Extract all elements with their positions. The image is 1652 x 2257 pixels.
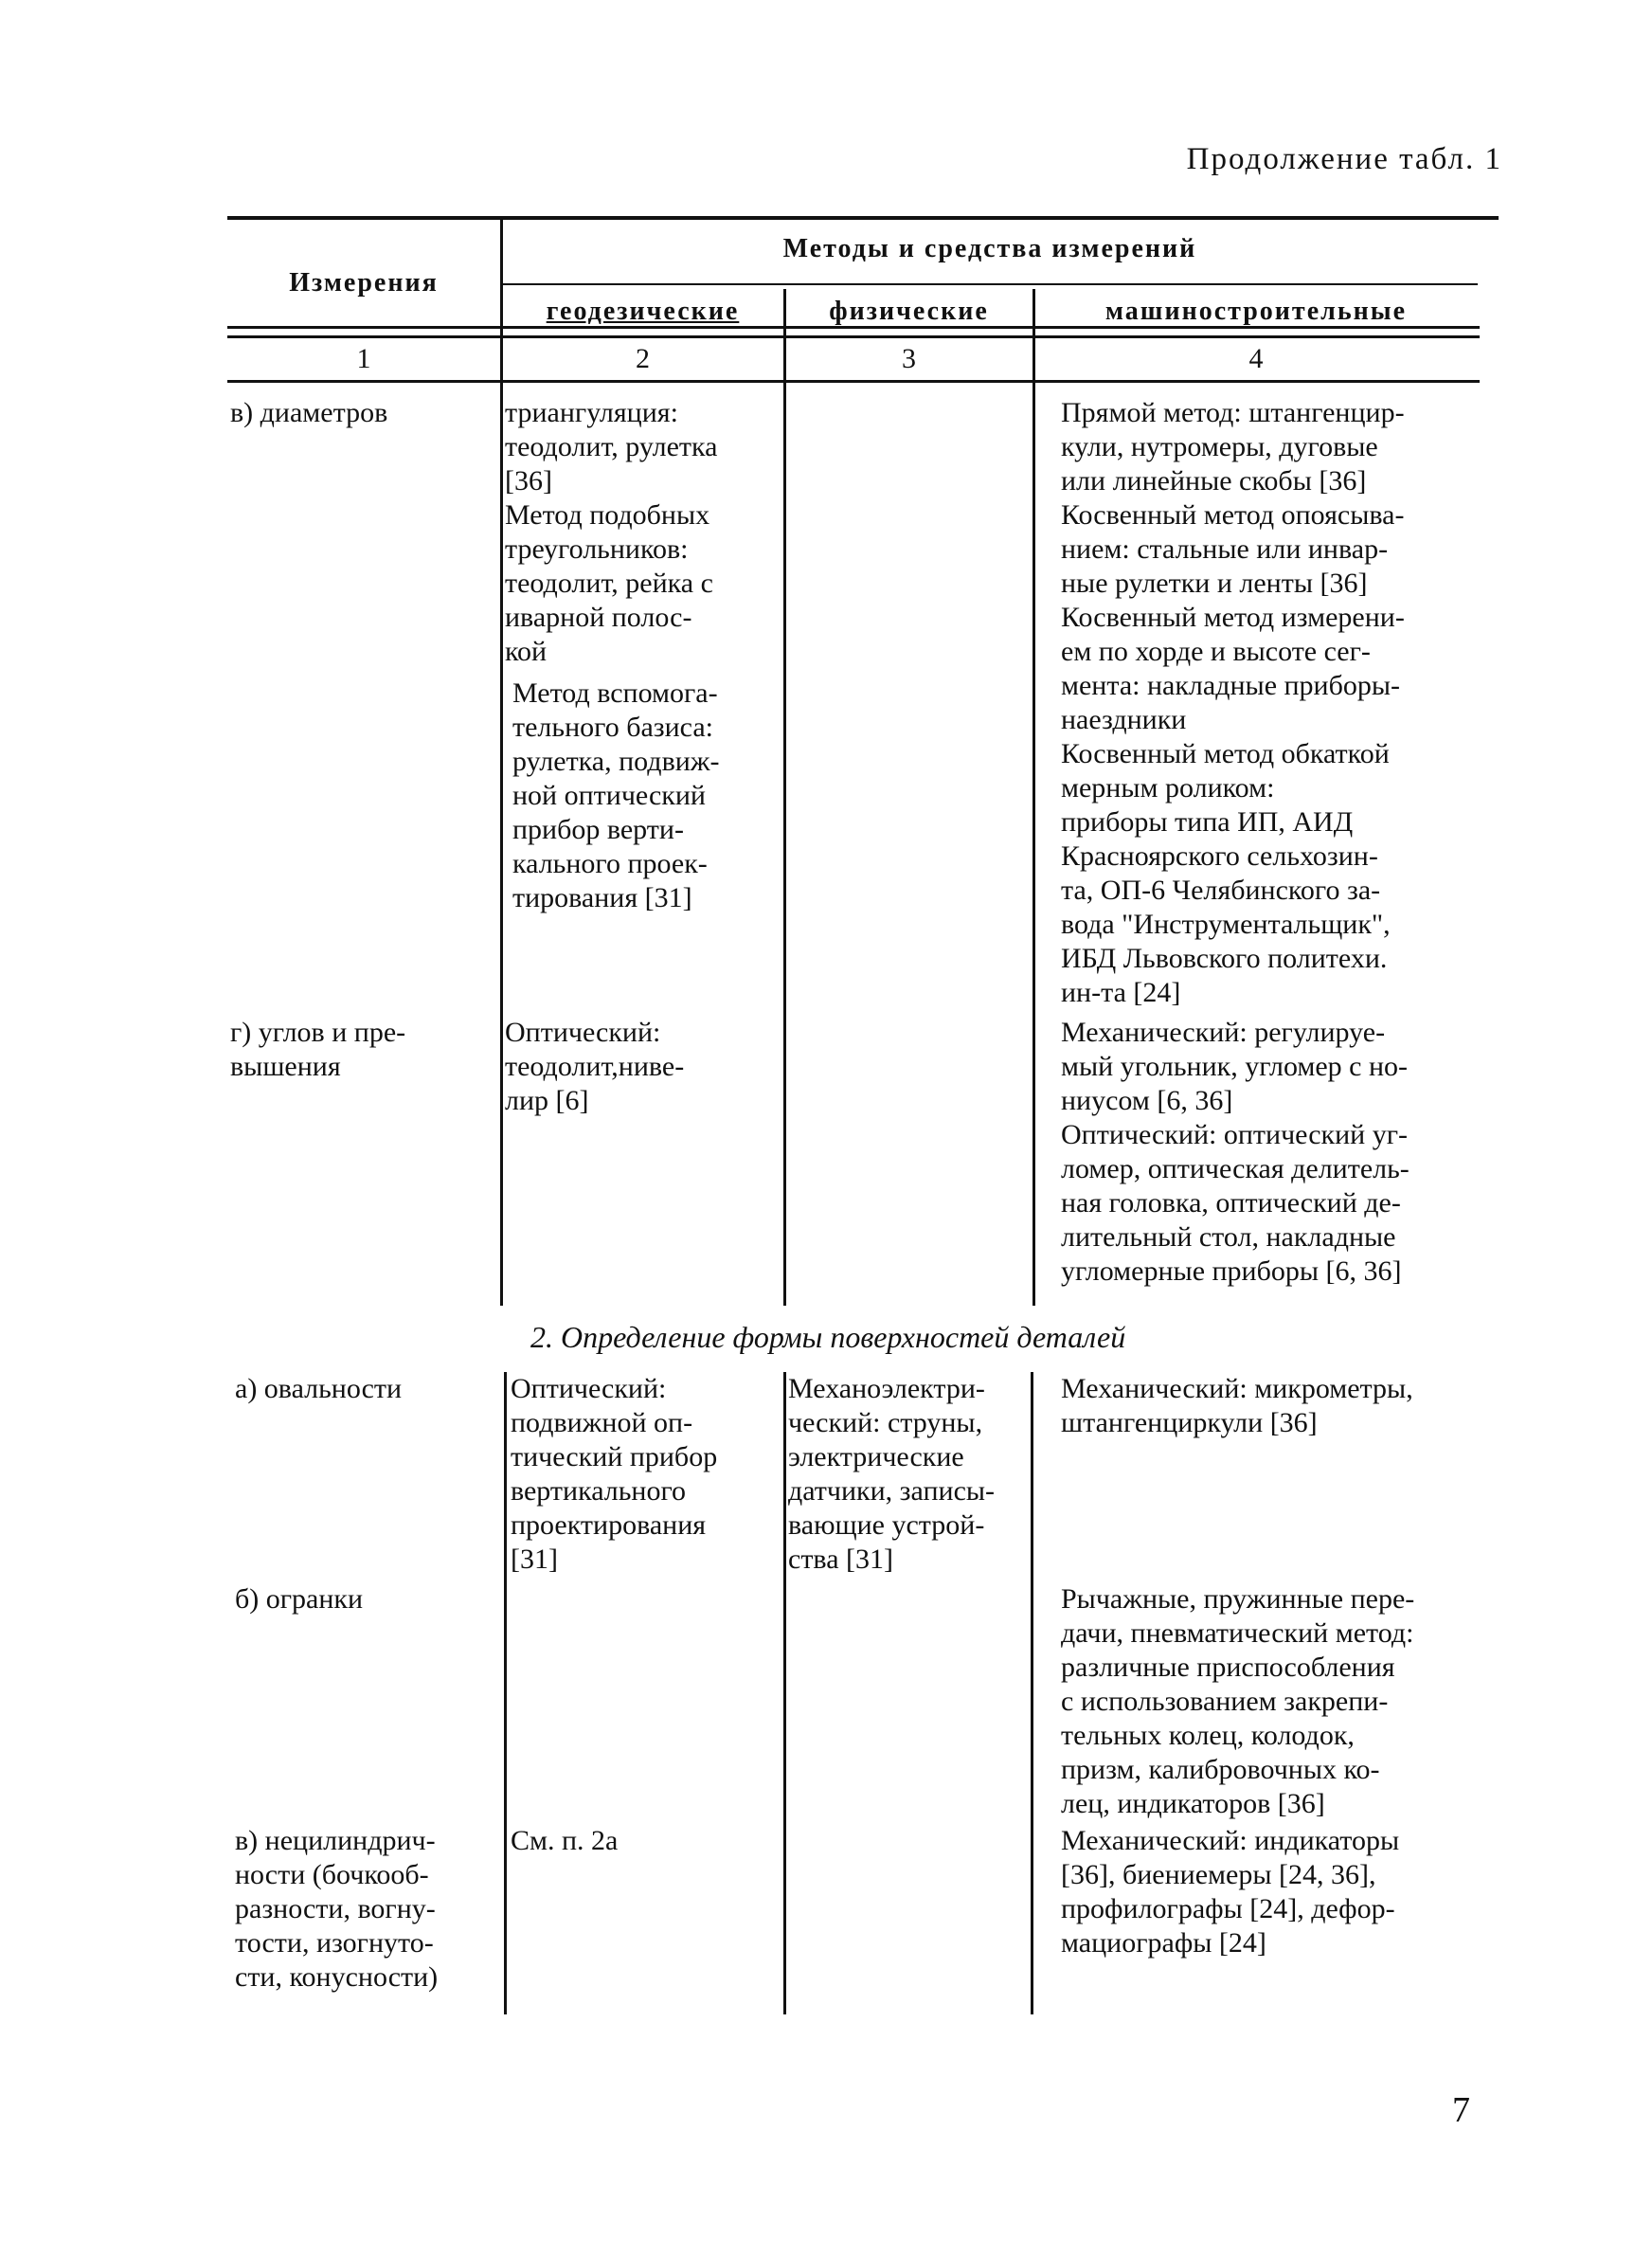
cell-line: Косвенный метод обкаткой bbox=[1061, 738, 1390, 769]
cell-line: треугольников: bbox=[505, 533, 689, 565]
cell-line: Механический: регулируе- bbox=[1061, 1017, 1386, 1048]
cell-line: г) углов и пре- bbox=[230, 1017, 406, 1048]
cell-line: сти, конусности) bbox=[235, 1961, 439, 1993]
cell-line: приборы типа ИП, АИД bbox=[1061, 806, 1354, 838]
row-angles-mechanical bbox=[1061, 1016, 1410, 1289]
col-divider-1-lower bbox=[504, 1372, 507, 2014]
cell-line: тирования [31] bbox=[512, 882, 692, 913]
cell-line: Метод подобных bbox=[505, 499, 710, 531]
row-angles-geodetic bbox=[505, 1016, 684, 1118]
cell-line: мента: накладные приборы- bbox=[1061, 670, 1401, 701]
cell-line: в) диаметров bbox=[230, 397, 388, 428]
cell-line: угломерные приборы [6, 36] bbox=[1061, 1255, 1402, 1287]
column-number-1: 1 bbox=[356, 343, 371, 374]
cell-line: рулетка, подвиж- bbox=[512, 746, 720, 777]
cell-line: тический прибор bbox=[511, 1441, 718, 1472]
header-measurements: Измерения bbox=[289, 268, 439, 298]
cell-line: ности (бочкооб- bbox=[235, 1859, 429, 1890]
cell-line: теодолит, рулетка bbox=[505, 431, 718, 462]
cell-line: вертикального bbox=[511, 1475, 687, 1507]
cell-line: лительный стол, накладные bbox=[1061, 1221, 1396, 1253]
cell-line: теодолит, рейка с bbox=[505, 568, 713, 599]
cell-line: дачи, пневматический метод: bbox=[1061, 1617, 1414, 1649]
cell-line: ная головка, оптический де- bbox=[1061, 1187, 1401, 1219]
group-header-rule bbox=[500, 283, 1478, 285]
cell-line: вающие устрой- bbox=[788, 1509, 985, 1541]
cell-line: [36], биениемеры [24, 36], bbox=[1061, 1859, 1376, 1890]
column-number-3: 3 bbox=[902, 343, 916, 374]
cell-line: [36] bbox=[505, 465, 552, 497]
cell-line: кального проек- bbox=[512, 848, 708, 879]
cell-line: ческий: струны, bbox=[788, 1407, 983, 1438]
cell-line: подвижной оп- bbox=[511, 1407, 693, 1438]
col-divider-2-lower bbox=[783, 1372, 786, 2014]
cell-line: лец, индикаторов [36] bbox=[1061, 1788, 1325, 1819]
cell-line: тости, изогнуто- bbox=[235, 1927, 434, 1959]
cell-line: электрические bbox=[788, 1441, 964, 1472]
cell-line: Механический: индикаторы bbox=[1061, 1825, 1400, 1856]
row-ovality-geodetic bbox=[511, 1372, 717, 1577]
cell-line: ломер, оптическая делитель- bbox=[1061, 1153, 1410, 1184]
continuation-caption: Продолжение табл. 1 bbox=[1186, 142, 1502, 176]
cell-line: ства [31] bbox=[788, 1544, 893, 1575]
column-numbers-rule bbox=[227, 335, 1480, 338]
subheader-mechanical: машиностроительные bbox=[1104, 297, 1408, 326]
cell-line: тельного базиса: bbox=[512, 712, 714, 743]
cell-line: Рычажные, пружинные пере- bbox=[1061, 1583, 1415, 1615]
cell-line: ные рулетки и ленты [36] bbox=[1061, 568, 1368, 599]
cell-line: тельных колец, колодок, bbox=[1061, 1720, 1355, 1751]
cell-line: призм, калибровочных ко- bbox=[1061, 1754, 1380, 1785]
row-angles-label bbox=[230, 1016, 405, 1084]
column-number-4: 4 bbox=[1248, 343, 1264, 374]
cell-line: Косвенный метод измерени- bbox=[1061, 602, 1405, 633]
cell-line: кули, нутромеры, дуговые bbox=[1061, 431, 1378, 462]
row-ovality-mechanical bbox=[1061, 1372, 1413, 1440]
cell-line: мерным роликом: bbox=[1061, 772, 1275, 803]
cell-line: Механический: микрометры, bbox=[1061, 1373, 1413, 1404]
cell-line: профилографы [24], дефор- bbox=[1061, 1893, 1395, 1924]
column-number-2: 2 bbox=[636, 343, 650, 374]
cell-line: нием: стальные или инвар- bbox=[1061, 533, 1389, 565]
cell-line: ин-та [24] bbox=[1061, 977, 1181, 1008]
cell-line: Косвенный метод опоясыва- bbox=[1061, 499, 1405, 531]
cell-line: кой bbox=[505, 636, 548, 667]
cell-line: с использованием закрепи- bbox=[1061, 1686, 1389, 1717]
table-top-rule bbox=[227, 216, 1499, 220]
row-noncylindricity-mechanical bbox=[1061, 1824, 1399, 1960]
cell-line: датчики, записы- bbox=[788, 1475, 996, 1507]
header-methods-group: Методы и средства измерений bbox=[782, 234, 1197, 263]
subheader-geodetic: геодезические bbox=[546, 297, 740, 326]
page-number: 7 bbox=[1452, 2090, 1470, 2130]
cell-line: [31] bbox=[511, 1544, 558, 1575]
cell-line: Прямой метод: штангенцир- bbox=[1061, 397, 1405, 428]
cell-line: Механоэлектри- bbox=[788, 1373, 985, 1404]
cell-line: наездники bbox=[1061, 704, 1187, 735]
cell-line: мациографы [24] bbox=[1061, 1927, 1266, 1959]
cell-line: а) овальности bbox=[235, 1373, 403, 1404]
cell-line: См. п. 2а bbox=[511, 1825, 619, 1856]
row-faceting-label bbox=[235, 1582, 363, 1616]
cell-line: штангенциркули [36] bbox=[1061, 1407, 1318, 1438]
cell-line: ной оптический bbox=[512, 780, 706, 811]
cell-line: разности, вогну- bbox=[235, 1893, 436, 1924]
row-diameters-mechanical bbox=[1061, 396, 1405, 1010]
row-ovality-label bbox=[235, 1372, 402, 1406]
col-divider-1-upper bbox=[500, 218, 503, 1306]
col-divider-3-upper bbox=[1032, 383, 1035, 1306]
cell-line: Оптический: bbox=[505, 1017, 661, 1048]
row-noncylindricity-label bbox=[235, 1824, 438, 1995]
cell-line: б) огранки bbox=[235, 1583, 364, 1615]
cell-line: различные приспособления bbox=[1061, 1652, 1395, 1683]
cell-line: ем по хорде и высоте сег- bbox=[1061, 636, 1371, 667]
cell-line: мый угольник, угломер с но- bbox=[1061, 1051, 1409, 1082]
cell-line: та, ОП-6 Челябинского за- bbox=[1061, 875, 1381, 906]
row-diameters-geodetic-b bbox=[512, 677, 720, 915]
cell-line: прибор верти- bbox=[512, 814, 684, 845]
cell-line: иварной полос- bbox=[505, 602, 692, 633]
cell-line: теодолит,ниве- bbox=[505, 1051, 685, 1082]
col-divider-2-upper bbox=[783, 383, 786, 1306]
subheader-physical: физические bbox=[829, 297, 989, 326]
cell-line: ниусом [6, 36] bbox=[1061, 1085, 1233, 1116]
cell-line: ИБД Львовского политехи. bbox=[1061, 943, 1388, 974]
row-noncylindricity-geodetic bbox=[511, 1824, 618, 1858]
cell-line: Метод вспомога- bbox=[512, 677, 718, 709]
cell-line: Оптический: оптический уг- bbox=[1061, 1119, 1409, 1150]
cell-line: Красноярского сельхозин- bbox=[1061, 840, 1378, 872]
cell-line: вышения bbox=[230, 1051, 341, 1082]
cell-line: вода "Инструментальщик", bbox=[1061, 909, 1391, 940]
row-diameters-label bbox=[230, 396, 387, 430]
cell-line: триангуляция: bbox=[505, 397, 678, 428]
row-faceting-mechanical bbox=[1061, 1582, 1414, 1821]
cell-line: лир [6] bbox=[505, 1085, 589, 1116]
section-title: 2. Определение формы поверхностей деталей bbox=[530, 1320, 1126, 1354]
column-numbers-bottom-rule bbox=[227, 380, 1480, 383]
cell-line: Оптический: bbox=[511, 1373, 667, 1404]
row-diameters-geodetic-a bbox=[505, 396, 717, 669]
cell-line: проектирования bbox=[511, 1509, 707, 1541]
col-divider-3-lower bbox=[1031, 1372, 1033, 2014]
row-ovality-physical bbox=[788, 1372, 995, 1577]
cell-line: в) нецилиндрич- bbox=[235, 1825, 436, 1856]
cell-line: или линейные скобы [36] bbox=[1061, 465, 1367, 497]
